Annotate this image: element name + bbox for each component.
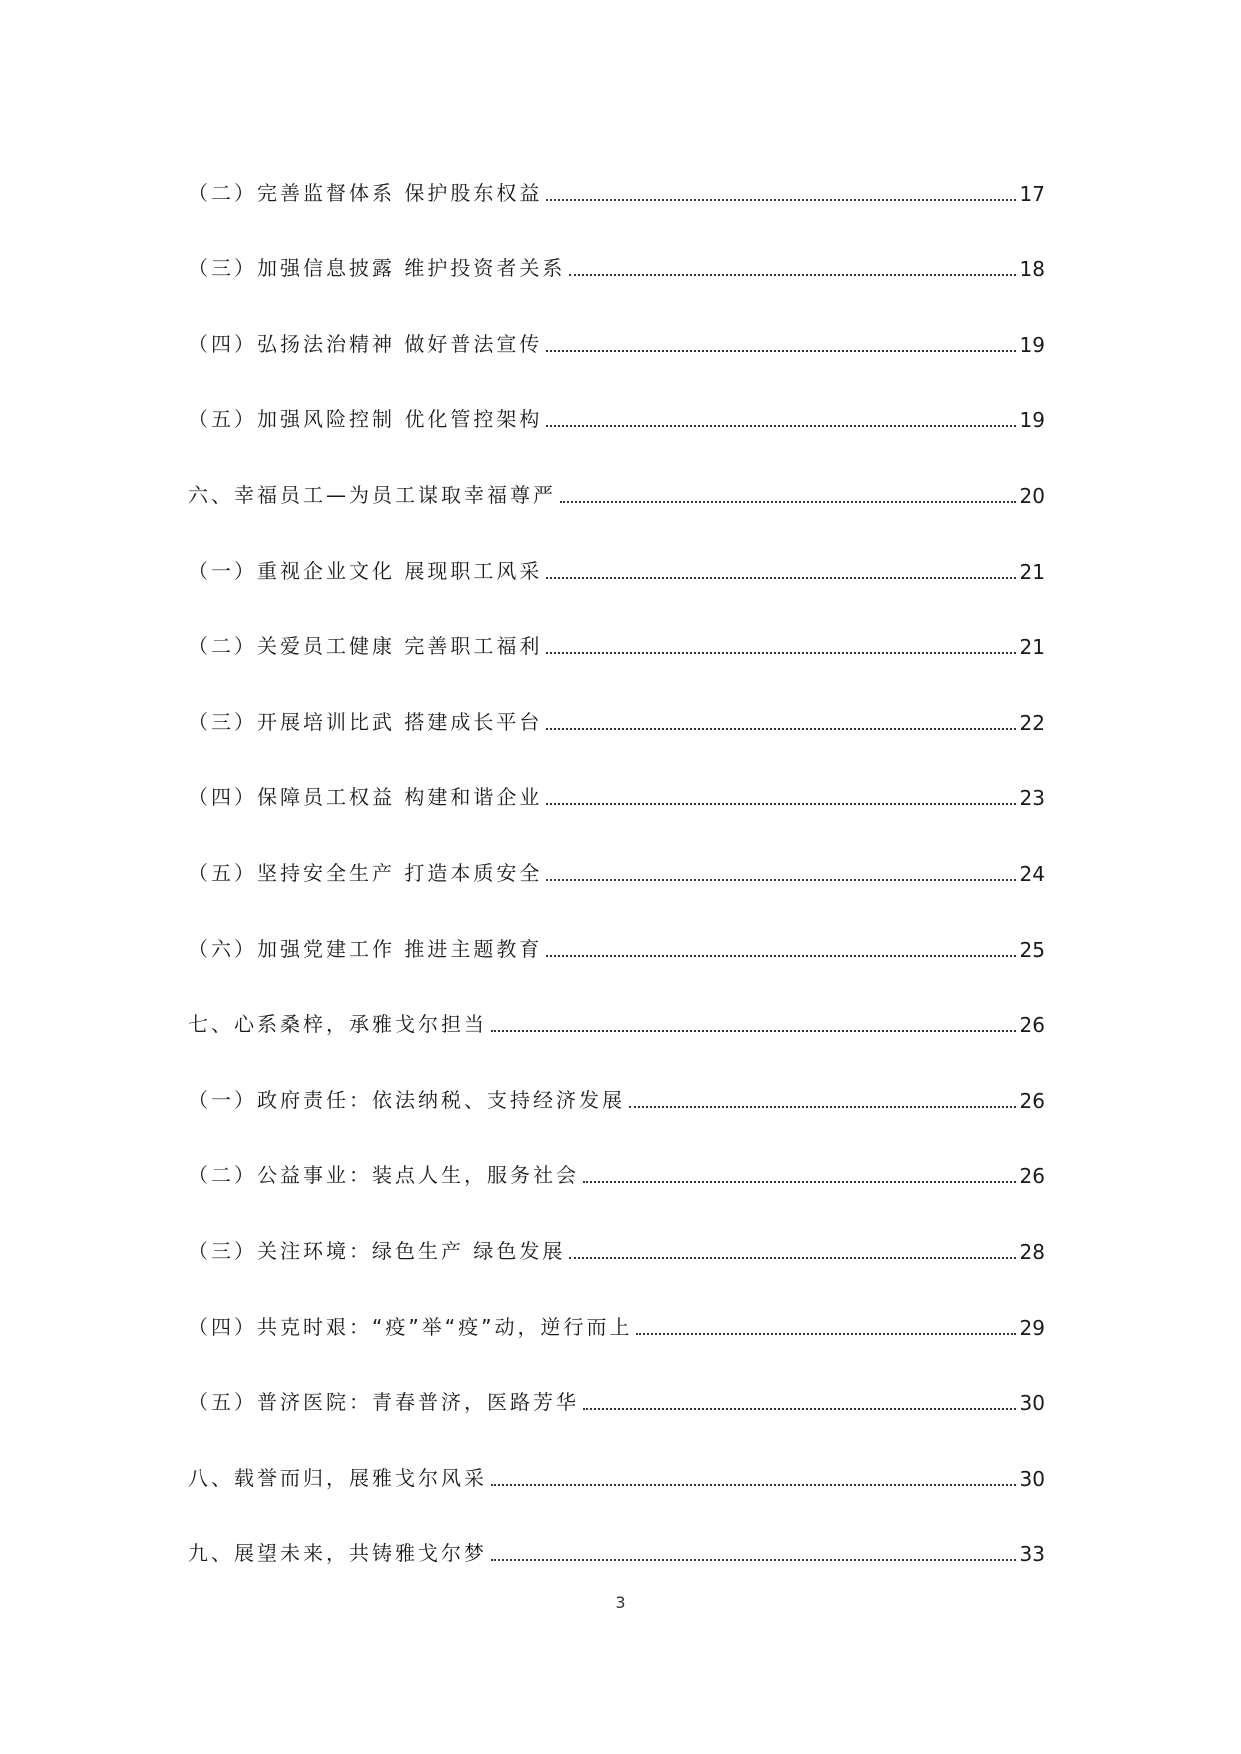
toc-entry-title: （二）完善监督体系 保护股东权益 [188,180,543,205]
toc-entry[interactable] [188,614,1045,690]
toc-entry-title: （三）关注环境：绿色生产 绿色发展 [188,1238,566,1263]
toc-entry-title: （五）加强风险控制 优化管控架构 [188,407,543,432]
toc-entry-title: 七、心系桑梓，承雅戈尔担当 [188,1012,487,1037]
toc-entry-page: 24 [1019,861,1045,886]
toc-entry-title: （五）坚持安全生产 打造本质安全 [188,860,543,885]
toc-dot-leader [546,350,1015,352]
toc-entry-title: （四）保障员工权益 构建和谐企业 [188,785,543,810]
toc-dot-leader [560,501,1016,503]
page-number: 3 [615,1593,626,1612]
toc-entry[interactable] [188,840,1045,916]
toc-entry[interactable] [188,916,1045,992]
toc-dot-leader [569,1257,1015,1259]
toc-entry-page: 21 [1019,559,1045,584]
toc-dot-leader [546,728,1015,730]
toc-entry-title: （五）普济医院：青春普济，医路芳华 [188,1390,579,1415]
toc-entry-title: 八、载誉而归，展雅戈尔风采 [188,1465,487,1490]
toc-dot-leader [569,274,1015,276]
toc-entry-page: 18 [1019,257,1045,282]
toc-entry[interactable] [188,765,1045,841]
toc-entry-page: 30 [1019,1466,1045,1491]
toc-dot-leader [546,577,1015,579]
toc-entry-title: （四）共克时艰：“疫”举“疫”动，逆行而上 [188,1314,633,1339]
toc-entry[interactable] [188,462,1045,538]
toc-entry-title: （四）弘扬法治精神 做好普法宣传 [188,331,543,356]
toc-entry-title: （二）关爱员工健康 完善职工福利 [188,634,543,659]
toc-entry[interactable] [188,236,1045,312]
toc-dot-leader [491,1559,1016,1561]
toc-dot-leader [546,652,1015,654]
toc-entry-page: 19 [1019,332,1045,357]
table-of-contents [188,160,1045,1596]
toc-entry-page: 17 [1019,181,1045,206]
toc-entry-title: 九、展望未来，共铸雅戈尔梦 [188,1541,487,1566]
toc-entry-title: （二）公益事业：装点人生，服务社会 [188,1163,579,1188]
toc-entry-page: 20 [1019,483,1045,508]
toc-entry-page: 28 [1019,1239,1045,1264]
toc-entry-page: 19 [1019,408,1045,433]
toc-entry-title: （一）政府责任：依法纳税、支持经济发展 [188,1087,625,1112]
toc-entry[interactable] [188,689,1045,765]
toc-entry-title: （三）加强信息披露 维护投资者关系 [188,256,566,281]
toc-dot-leader [583,1181,1016,1183]
toc-dot-leader [546,803,1015,805]
toc-entry-title: 六、幸福员工—为员工谋取幸福尊严 [188,482,556,507]
toc-dot-leader [636,1333,1015,1335]
toc-dot-leader [546,425,1015,427]
toc-entry[interactable] [188,1067,1045,1143]
toc-entry-page: 30 [1019,1391,1045,1416]
toc-entry[interactable] [188,1143,1045,1219]
toc-dot-leader [491,1484,1016,1486]
toc-entry-page: 22 [1019,710,1045,735]
toc-entry[interactable] [188,1294,1045,1370]
toc-entry[interactable] [188,992,1045,1068]
toc-entry[interactable] [188,311,1045,387]
toc-entry-title: （六）加强党建工作 推进主题教育 [188,936,543,961]
toc-entry-page: 23 [1019,786,1045,811]
toc-entry-page: 26 [1019,1088,1045,1113]
toc-entry-page: 29 [1019,1315,1045,1340]
toc-dot-leader [546,199,1015,201]
toc-entry-page: 21 [1019,635,1045,660]
toc-entry-page: 26 [1019,1164,1045,1189]
toc-entry-page: 25 [1019,937,1045,962]
toc-entry-title: （一）重视企业文化 展现职工风采 [188,558,543,583]
toc-entry[interactable] [188,1445,1045,1521]
toc-entry[interactable] [188,387,1045,463]
toc-entry[interactable] [188,160,1045,236]
toc-dot-leader [546,955,1015,957]
toc-dot-leader [629,1106,1016,1108]
toc-entry-title: （三）开展培训比武 搭建成长平台 [188,709,543,734]
toc-entry[interactable] [188,1521,1045,1597]
toc-entry[interactable] [188,1218,1045,1294]
toc-entry[interactable] [188,538,1045,614]
toc-entry-page: 33 [1019,1542,1045,1567]
toc-entry-page: 26 [1019,1013,1045,1038]
toc-entry[interactable] [188,1370,1045,1446]
toc-dot-leader [583,1408,1016,1410]
toc-dot-leader [491,1030,1016,1032]
toc-dot-leader [546,879,1015,881]
